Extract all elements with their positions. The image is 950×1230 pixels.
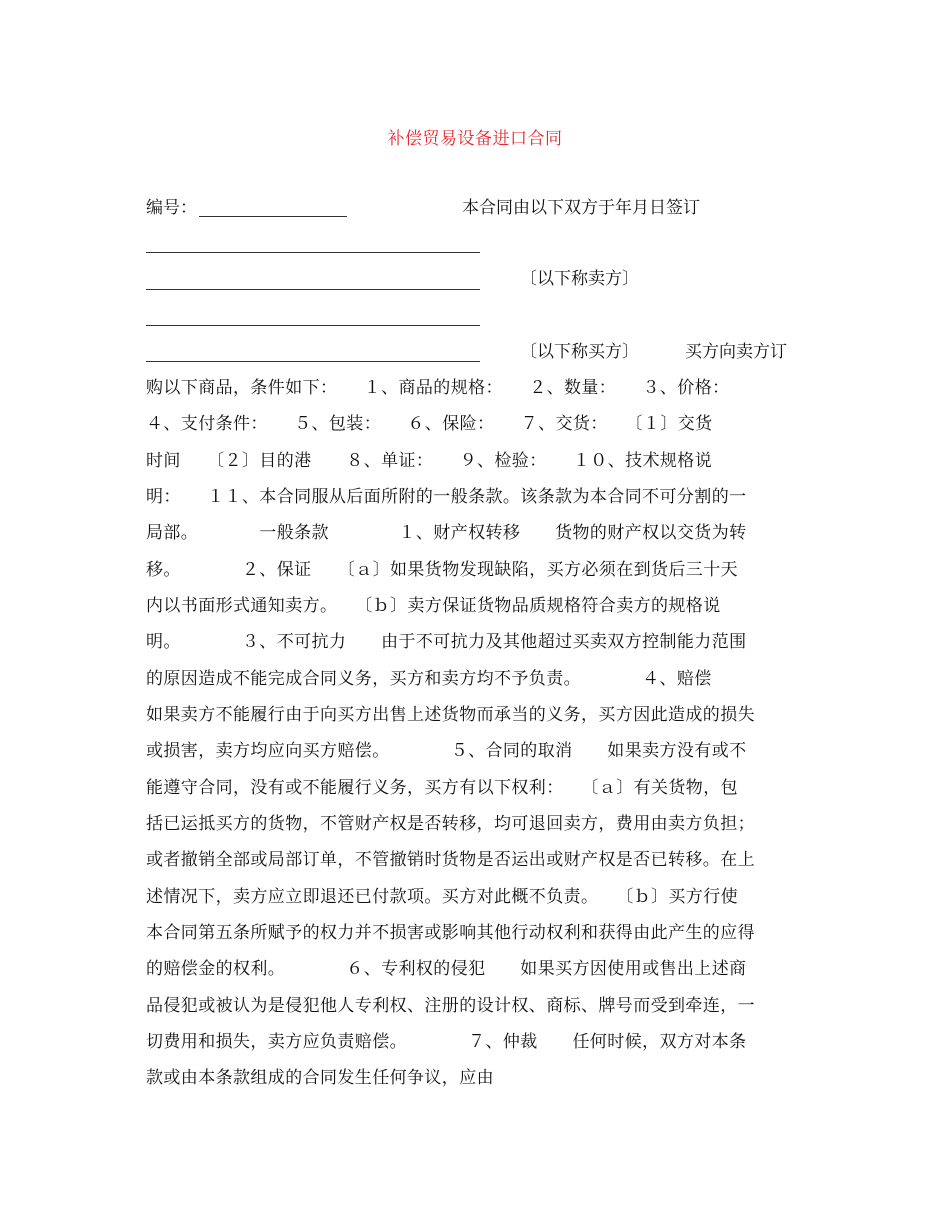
- body-line: 明。 ３、不可抗力 由于不可抗力及其他超过买卖双方控制能力范围: [146, 632, 747, 652]
- body-line: 或损害，卖方均应向买方赔偿。 ５、合同的取消 如果卖方没有或不: [146, 741, 747, 761]
- body-line: 能遵守合同，没有或不能履行义务，买方有以下权利： 〔ａ〕有关货物，包: [146, 778, 738, 798]
- contract-number-label: 编号：: [146, 198, 197, 218]
- body-line: 移。 ２、保证 〔ａ〕如果货物发现缺陷，买方必须在到货后三十天: [146, 560, 738, 580]
- body-line: 本合同第五条所赋予的权力并不损害或影响其他行动权利和获得由此产生的应得: [146, 923, 755, 943]
- body-line: 或者撤销全部或局部订单，不管撤销时货物是否运出或财产权是否已转移。在上: [146, 850, 755, 870]
- party-blank-line-1: [146, 252, 480, 253]
- contract-number-row: [146, 196, 347, 220]
- body-line: 述情况下，卖方应立即退还已付款项。买方对此概不负责。 〔ｂ〕买方行使: [146, 887, 738, 907]
- document-title: 补偿贸易设备进口合同: [387, 129, 563, 149]
- body-line: 的原因造成不能完成合同义务，买方和卖方均不予负责。 ４、赔偿: [146, 669, 712, 689]
- body-line: 括已运抵买方的货物，不管财产权是否转移，均可退回卖方，费用由卖方负担；: [146, 814, 755, 834]
- body-line: 切费用和损失，卖方应负责赔偿。 ７、仲裁 任何时候，双方对本条: [146, 1032, 747, 1052]
- body-line: 内以书面形式通知卖方。 〔ｂ〕卖方保证货物品质规格符合卖方的规格说: [146, 596, 721, 616]
- buyer-order-intro: 买方向卖方订: [685, 342, 787, 362]
- body-line: 的赔偿金的权利。 ６、专利权的侵犯 如果买方因使用或售出上述商: [146, 959, 747, 979]
- contract-number-blank: [199, 216, 347, 217]
- buyer-designation: 〔以下称买方〕: [520, 342, 639, 362]
- body-line: 局部。 一般条款 １、财产权转移 货物的财产权以交货为转: [146, 523, 747, 543]
- party-blank-line-3: [146, 325, 480, 326]
- seller-designation: 〔以下称卖方〕: [520, 269, 639, 289]
- body-line: 如果卖方不能履行由于向买方出售上述货物而承当的义务，买方因此造成的损失: [146, 705, 755, 725]
- party-blank-line-4: [146, 361, 480, 362]
- body-line: 明： １１、本合同服从后面所附的一般条款。该条款为本合同不可分割的一: [146, 487, 747, 507]
- body-line: ４、支付条件： ５、包装： ６、保险： ７、交货： 〔１〕交货: [146, 414, 713, 434]
- body-line: 品侵犯或被认为是侵犯他人专利权、注册的设计权、商标、牌号而受到牵连，一: [146, 996, 755, 1016]
- body-line: 款或由本条款组成的合同发生任何争议，应由: [146, 1068, 494, 1088]
- contract-intro: 本合同由以下双方于年月日签订: [462, 198, 700, 218]
- party-blank-line-2: [146, 289, 480, 290]
- body-line: 时间 〔２〕目的港 ８、单证： ９、检验： １０、技术规格说: [146, 451, 713, 471]
- body-line: 购以下商品，条件如下： １、商品的规格： ２、数量： ３、价格：: [146, 378, 730, 398]
